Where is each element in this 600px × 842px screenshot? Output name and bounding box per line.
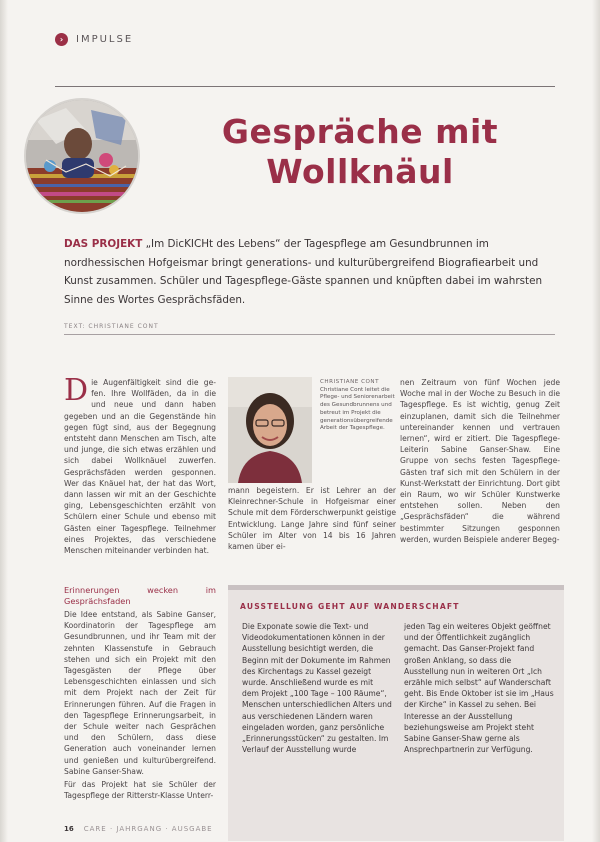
body-column-1-continued: [64, 585, 216, 801]
body-column-1: [64, 373, 216, 556]
section-subhead: Erinnerungen wecken im Gesprächsfaden: [64, 585, 216, 606]
scan-shadow-left: [0, 0, 8, 842]
page-footer: [64, 825, 213, 833]
project-photo-illustration: [26, 100, 138, 212]
header-rule: [55, 86, 555, 87]
column-1b-tail: Für das Projekt hat sie Schüler der Tagespflege der Ritterstr-Klasse Unterr-: [64, 780, 216, 801]
section-bullet-icon: ›: [55, 33, 68, 46]
section-label: IMPULSE: [76, 33, 134, 45]
info-box: [228, 585, 564, 841]
author-rule: [64, 334, 555, 335]
info-box-column-2: jeden Tag ein weiteres Objekt geöffnet und der Öffentlichkeit zugänglich gemacht. Das Ganser-Projekt fand großen Anklang, so dass die Ausstellung nun in weiteren Ort „Ich erzähle mich selbst“ auf Wanderschaft geht. Bis Ende Oktober ist sie im „Haus der Kirche“ in Kassel zu sehen. Bei Interesse an der Ausstellung beziehungsweise am Projekt steht Sabine Ganser-Shaw gerne als Ansprechpartnerin zur Verfügung.: [404, 622, 554, 755]
author-credit: TEXT: CHRISTIANE CONT: [64, 323, 159, 330]
headline-line-2: Wollknäul: [266, 152, 454, 191]
lead-text: „Im DicKICHt des Lebens“ der Tagespflege am Gesundbrunnen im nordhessischen Hofgeismar bringt generations- und kulturübergreifend Biografiearbeit und Kunst zusammen. Schüler und Tagespflege-Gäste spannen und knüpften dabei im wahrsten Sinne des Wortes Gesprächsfäden.: [64, 238, 543, 306]
magazine-name: CARE · JAHRGANG · AUSGABE: [83, 825, 213, 833]
caption-name: CHRISTIANE CONT: [320, 379, 379, 385]
column-1b-text: Die Idee entstand, als Sabine Ganser, Koordinatorin der Tagespflege am Gesundbrunnen, und ihr Team mit der zehnten Klassenstufe in Gebrauch stehen und sich ein Projekt mit den Tagesgästen der Pflege über Lebensgeschichten einlassen und sich mit dem Projekt nach der Zeit für Erinnerungen führen. Auf die Fragen in den Tagespflege Erinnerungsarbeit, in der Schule weiter nach Gesprächen und den Schülern, dass diese Generation auch voneinander lernen und genießen und kulturübergreifend. Sabine Ganser-Shaw.: [64, 610, 216, 776]
author-portrait: [228, 377, 312, 483]
body-column-2: mann begeistern. Er ist Lehrer an der Kleinrechner-Schule in Hofgeismar einer Schule mit dem Förderschwerpunkt geistige Entwicklung. Lange Jahre sind fünf seiner Schüler im Alter von 14 bis 16 Jahren kamen über ei-: [228, 486, 396, 552]
portrait-illustration: [228, 377, 312, 483]
section-header: [55, 30, 133, 48]
author-photo-block: [228, 377, 396, 483]
info-box-title: AUSSTELLUNG GEHT AUF WANDERSCHAFT: [240, 602, 460, 611]
caption-text: Christiane Cont leitet die Pflege- und Seniorenarbeit des Gesundbrunnens und betreut im Projekt die generationsübergreifende Arbeit der Tagespflege.: [320, 386, 395, 432]
info-box-column-1: Die Exponate sowie die Text- und Videodokumentationen können in der Ausstellung besichtigt werden, die Beginn mit der Dokumente im Rahmen des Kirchentags zu Kassel gezeigt wurde. Anschließend wurde es mit dem Projekt „100 Tage – 100 Räume“, Menschen unterschiedlichen Alters und aus verschiedenen Ländern waren eingeladen worden, ganz persönliche „Erinnerungsstücken“ zu gestalten. Im Verlauf der Ausstellung wurde: [242, 622, 392, 755]
project-photo-circle: [26, 100, 138, 212]
page-number: 16: [64, 825, 74, 833]
article-headline: [150, 112, 570, 192]
lead-kicker: DAS PROJEKT: [64, 238, 143, 250]
body-column-3: nen Zeitraum von fünf Wochen jede Woche mal in der Woche zu Besuch in die Tagespflege. Es ist wichtig, genug Zeit einzuplanen, damit sich die Teilnehmer untereinander kennen und vertrauen lernen“, wird er zitiert. Die Tagespflege-Leiterin Sabine Ganser-Shaw. Eine Gruppe von sechs festen Tagespflege-Gästen traf sich mit den Schülern in der Kunst-Werkstatt der Einrichtung. Dort gibt ein Raum, wo wir Schüler Kunstwerke entstehen sollen. Neben den „Gesprächsfäden“ die während bestimmter Sitzungen gesponnen werden, wurden Beispiele anderer Begeg-: [400, 378, 560, 544]
headline-line-1: Gespräche mit: [221, 112, 499, 151]
drop-cap: D: [64, 373, 89, 408]
scan-shadow-right: [592, 0, 600, 842]
article-lead: [64, 235, 564, 309]
author-photo-caption: [320, 379, 396, 433]
column-1-text: ie Augenfältigkeit sind die ge- fen. Ihre Wollfäden, da in die und neue und dann haben gegeben und an die Gegenstände hin gegen fügt sind, aus der Begegnung entsteht dann Menschen am Tisch, alte und junge, die sich etwas erzählen und sich dabei Wollknäuel zuwerfen. Gesprächsfäden werden gesponnen. Wer das Knäuel hat, der hat das Wort, dann lassen wir mit an der Geschichte ging, Lebensgeschichten erzählt von Schülern einer Schule und ebenso mit Gästen einer Tagespflege. Teilnehmer eines Projektes, das verschiedene Menschen miteinander verbinden hat.: [64, 378, 216, 556]
